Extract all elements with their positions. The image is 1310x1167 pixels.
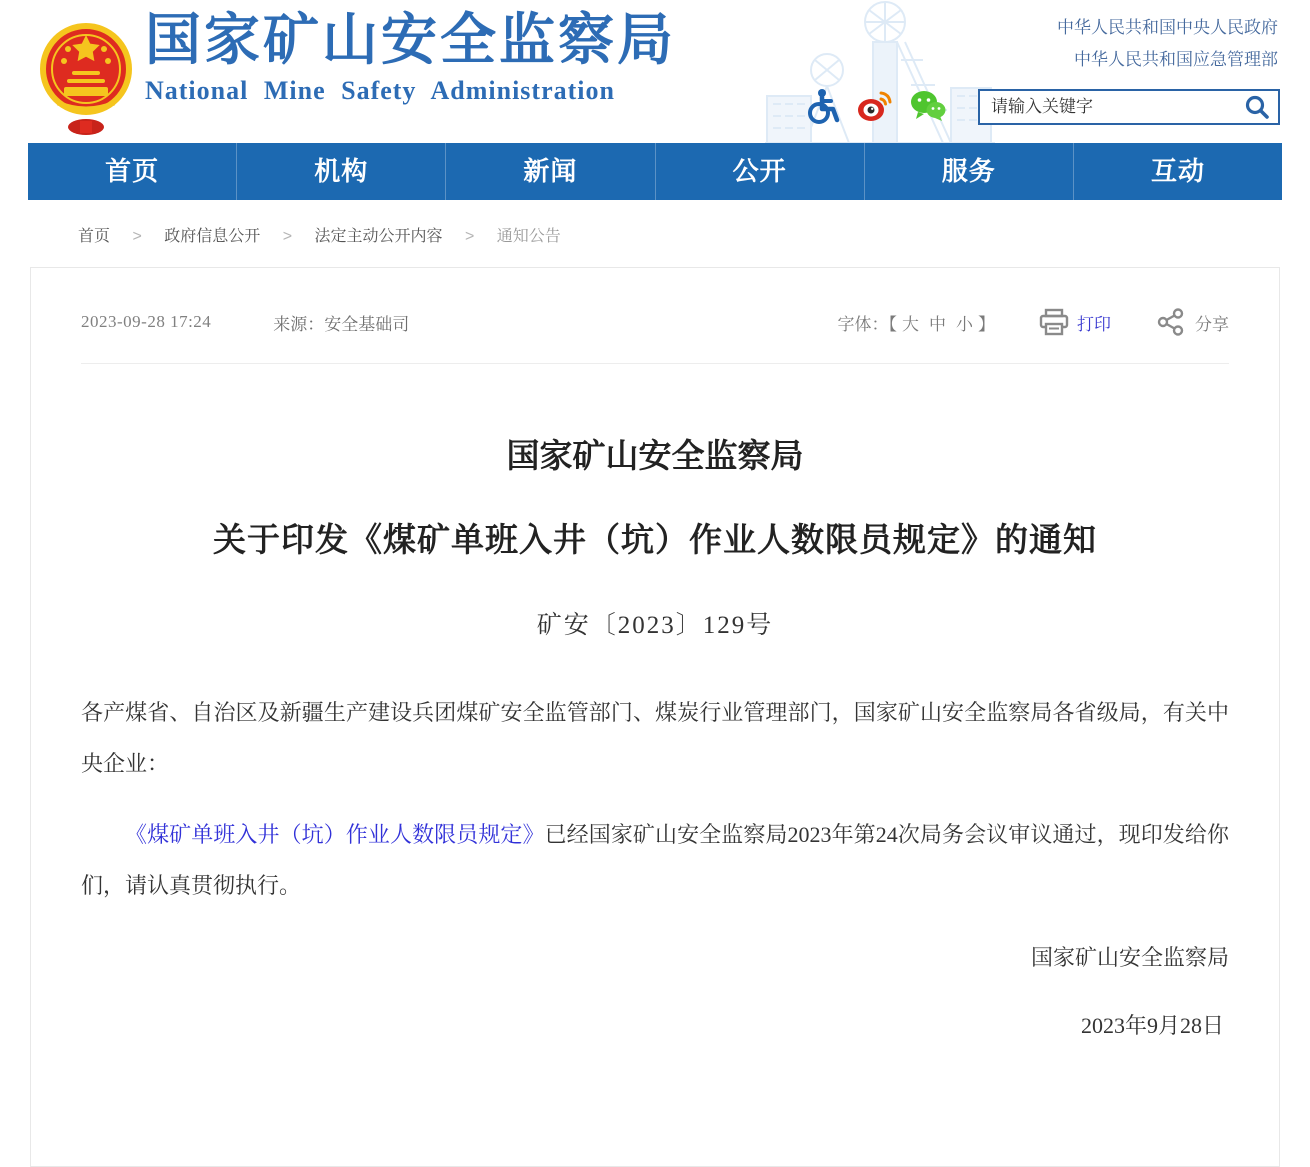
bracket-close: 】 (978, 314, 995, 334)
gov-links (1057, 12, 1278, 76)
share-button[interactable] (1157, 308, 1229, 336)
search-input[interactable] (980, 91, 1236, 123)
article-title-line1: 国家矿山安全监察局 (506, 439, 804, 475)
article-title-line2: 关于印发《煤矿单班入井（坑）作业人数限员规定》的通知 (213, 523, 1097, 559)
article-meta-row (81, 268, 1229, 364)
signature-agency: 国家矿山安全监察局 (1030, 945, 1229, 970)
font-size-label: 字体： (837, 314, 889, 334)
font-size-medium-button[interactable]: 中 (929, 314, 946, 334)
print-label: 打印 (1077, 314, 1111, 334)
main-nav (28, 143, 1282, 200)
nav-item-service[interactable]: 服务 (864, 143, 1073, 200)
bracket-open: 【 (888, 314, 897, 334)
nav-item-home[interactable]: 首页 (105, 156, 160, 186)
article-container (30, 267, 1280, 1167)
meta-right (838, 308, 1230, 336)
document-number: 矿安〔2023〕129号 (536, 612, 774, 639)
link-central-government[interactable]: 中华人民共和国中央人民政府 (1057, 18, 1278, 37)
paragraph-main-text: 已经国家矿山安全监察局2023年第24次局务会议审议通过，现印发给你们，请认真贯彻执行。 (81, 822, 1229, 898)
page-header (0, 0, 1310, 143)
breadcrumb-separator-icon: > (282, 228, 293, 245)
breadcrumb-separator-icon: > (465, 228, 475, 245)
site-title (145, 8, 725, 108)
accessibility-icon[interactable] (806, 88, 840, 129)
breadcrumb-current: 通知公告 (496, 228, 561, 245)
nav-item-news[interactable]: 新闻 (445, 143, 654, 200)
paragraph-recipients: 各产煤省、自治区及新疆生产建设兵团煤矿安全监管部门、煤炭行业管理部门，国家矿山安全监察局各省级局，有关中央企业： (81, 700, 1229, 776)
publish-date: 2023-09-28 17:24 (81, 312, 212, 331)
breadcrumb-separator-icon: > (132, 228, 142, 245)
font-size-large-button[interactable]: 大 (902, 314, 919, 334)
breadcrumb (28, 200, 1282, 267)
search-box (978, 89, 1280, 125)
wechat-icon[interactable] (910, 90, 946, 127)
nav-item-public[interactable]: 公开 (655, 143, 864, 200)
national-emblem-logo (40, 9, 132, 137)
breadcrumb-statutory-content[interactable]: 法定主动公开内容 (314, 228, 443, 245)
site-title-zh: 国家矿山安全监察局 (145, 10, 676, 72)
regulation-document-link[interactable]: 《煤矿单班入井（坑）作业人数限员规定》 (125, 822, 545, 847)
breadcrumb-gov-info[interactable]: 政府信息公开 (164, 228, 261, 245)
site-title-en: National Mine Safety Administration (145, 76, 615, 105)
link-emergency-ministry[interactable]: 中华人民共和国应急管理部 (1074, 50, 1278, 69)
weibo-icon[interactable] (857, 90, 893, 127)
nav-item-agency[interactable]: 机构 (236, 143, 445, 200)
quick-icons (806, 88, 946, 129)
print-button[interactable] (1039, 308, 1111, 336)
article-source: 来源：安全基础司 (273, 314, 410, 334)
search-button[interactable] (1236, 91, 1278, 123)
share-icon (1157, 308, 1185, 336)
meta-left (81, 310, 409, 335)
paragraph-main (81, 809, 1229, 911)
printer-icon (1039, 308, 1069, 336)
font-size-small-button[interactable]: 小 (956, 314, 973, 334)
search-icon (1244, 94, 1270, 120)
font-size-control (838, 310, 996, 335)
breadcrumb-home[interactable]: 首页 (78, 228, 111, 245)
share-label: 分享 (1195, 314, 1229, 334)
nav-item-interact[interactable]: 互动 (1073, 143, 1282, 200)
signature-date: 2023年9月28日 (1080, 1013, 1224, 1038)
article-body (81, 430, 1229, 1041)
